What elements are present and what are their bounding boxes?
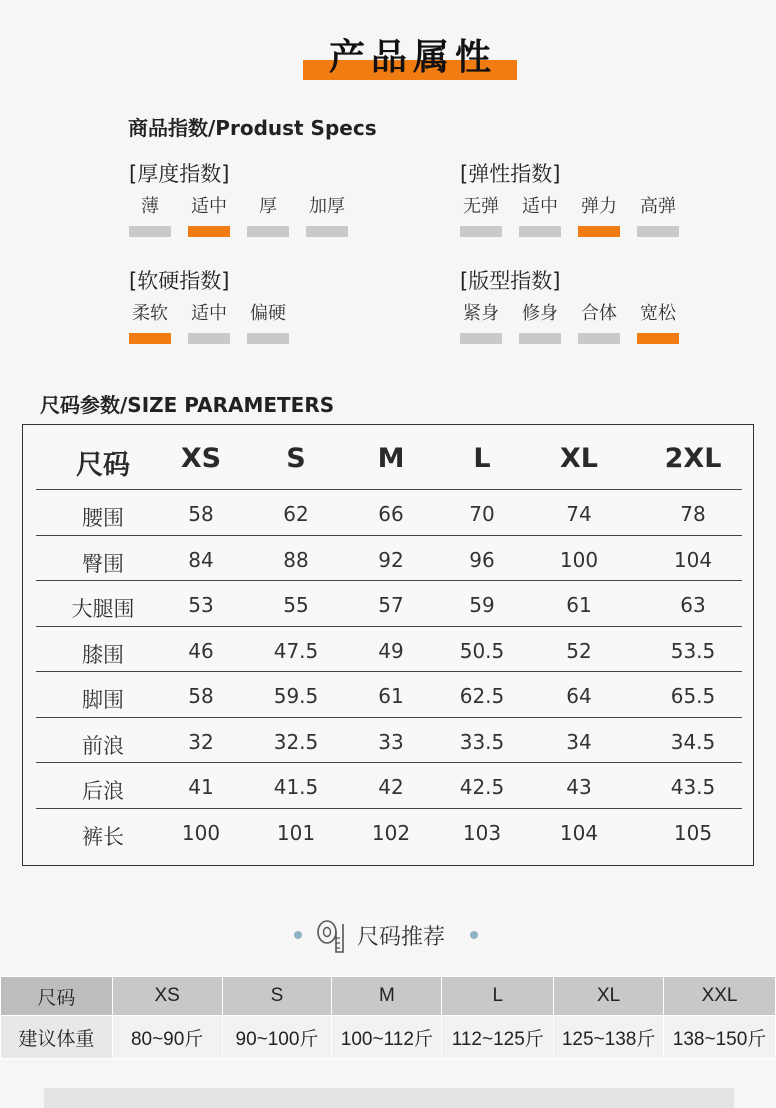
spec-level-bar-selected xyxy=(129,333,171,344)
size-header-cell: S xyxy=(286,443,306,474)
measure-value: 61 xyxy=(566,593,592,617)
table-row xyxy=(36,762,742,808)
weight-value-cell: 80~90斤 xyxy=(112,1016,222,1059)
decor-dot xyxy=(470,931,478,939)
measure-value: 41 xyxy=(188,775,214,799)
weight-recommend-table xyxy=(0,976,776,1059)
spec-level-bar xyxy=(247,333,289,344)
spec-option-label: 宽松 xyxy=(640,303,676,324)
weight-header-cell: L xyxy=(442,977,554,1016)
spec-option-label: 厚 xyxy=(259,196,277,217)
weight-header-cell: XL xyxy=(554,977,664,1016)
spec-option xyxy=(247,192,289,218)
spec-level-bar xyxy=(519,333,561,344)
measure-value: 49 xyxy=(378,638,404,663)
weight-header-cell: XXL xyxy=(664,977,776,1016)
spec-option-label: 合体 xyxy=(581,303,617,324)
measure-value: 92 xyxy=(378,547,404,572)
size-section-label: 尺码参数/SIZE PARAMETERS xyxy=(40,393,335,417)
measure-value: 100 xyxy=(559,547,599,572)
spec-option xyxy=(188,299,230,325)
spec-level-bar xyxy=(637,226,679,237)
weight-header-cell: S xyxy=(222,977,332,1016)
measure-value: 32 xyxy=(188,729,214,754)
weight-value-cell: 100~112斤 xyxy=(332,1016,442,1059)
measure-value: 43.5 xyxy=(670,775,716,799)
measure-value: 41.5 xyxy=(273,775,319,799)
weight-value-cell: 90~100斤 xyxy=(222,1016,332,1059)
measure-value: 105 xyxy=(673,820,713,845)
measure-value: 62 xyxy=(283,502,309,526)
measure-value: 74 xyxy=(566,502,592,526)
measure-value: 66 xyxy=(378,502,404,526)
spec-group-title: [厚度指数] xyxy=(129,162,230,186)
measure-value: 34 xyxy=(566,729,592,754)
spec-level-bar xyxy=(460,333,502,344)
spec-option xyxy=(460,192,502,218)
spec-option xyxy=(129,299,171,325)
spec-level-bar xyxy=(188,333,230,344)
spec-group xyxy=(129,265,389,355)
measure-value: 101 xyxy=(276,820,316,845)
spec-option-label: 适中 xyxy=(522,196,558,217)
spec-group-title: [弹性指数] xyxy=(460,162,561,186)
measure-name: 臀围 xyxy=(82,551,124,576)
measure-value: 42 xyxy=(378,775,404,799)
measure-value: 42.5 xyxy=(459,775,505,799)
measure-value: 63 xyxy=(680,593,706,617)
measure-name: 腰围 xyxy=(82,506,124,530)
spec-option xyxy=(637,192,679,218)
measure-name: 裤长 xyxy=(82,824,124,849)
weight-value-cell: 112~125斤 xyxy=(442,1016,554,1059)
spec-option-label: 修身 xyxy=(522,303,558,324)
measure-name: 大腿围 xyxy=(71,597,135,621)
size-recommend-heading xyxy=(0,912,776,956)
spec-group-title: [版型指数] xyxy=(460,269,561,293)
spec-option-label: 偏硬 xyxy=(250,303,286,324)
size-header-cell: XL xyxy=(559,443,599,474)
spec-option-label: 弹力 xyxy=(581,196,617,217)
measure-value: 59 xyxy=(469,593,495,617)
measure-value: 104 xyxy=(559,820,599,845)
measure-value: 78 xyxy=(680,502,706,526)
measure-value: 64 xyxy=(566,684,592,708)
weight-value-cell: 125~138斤 xyxy=(554,1016,664,1059)
measure-value: 59.5 xyxy=(273,684,319,708)
measure-value: 50.5 xyxy=(459,638,505,663)
weight-table-row xyxy=(1,1016,776,1059)
measure-name: 脚围 xyxy=(82,688,124,712)
weight-value-cell: 138~150斤 xyxy=(664,1016,776,1059)
spec-option xyxy=(306,192,348,218)
size-header-label: 尺码 xyxy=(76,450,130,481)
specs-section-label: 商品指数/Produst Specs xyxy=(128,116,377,140)
measure-value: 96 xyxy=(469,547,495,572)
spec-option-label: 加厚 xyxy=(309,196,345,217)
size-header-cell: L xyxy=(473,443,491,474)
spec-level-bar xyxy=(247,226,289,237)
spec-option-label: 紧身 xyxy=(463,303,499,324)
measure-value: 103 xyxy=(462,820,502,845)
spec-group xyxy=(129,158,389,248)
spec-option xyxy=(188,192,230,218)
weight-header-cell: M xyxy=(332,977,442,1016)
spec-option xyxy=(519,192,561,218)
weight-table-header xyxy=(1,977,776,1016)
spec-option xyxy=(637,299,679,325)
size-header-cell: 2XL xyxy=(664,443,722,474)
spec-option-label: 高弹 xyxy=(640,196,676,217)
measure-value: 33.5 xyxy=(459,729,505,754)
spec-option-label: 薄 xyxy=(141,196,159,217)
size-header-cell: M xyxy=(377,443,405,474)
decor-dot xyxy=(294,931,302,939)
spec-option xyxy=(129,192,171,218)
measure-value: 65.5 xyxy=(670,684,716,708)
spec-level-bar-selected xyxy=(637,333,679,344)
measure-name: 后浪 xyxy=(82,779,124,803)
spec-level-bar xyxy=(129,226,171,237)
spec-option xyxy=(578,192,620,218)
spec-level-bar-selected xyxy=(188,226,230,237)
table-row xyxy=(36,535,742,581)
spec-option xyxy=(460,299,502,325)
measure-value: 34.5 xyxy=(670,729,716,754)
spec-group xyxy=(460,265,720,355)
measure-value: 88 xyxy=(283,547,309,572)
measure-value: 53.5 xyxy=(670,638,716,663)
measure-value: 102 xyxy=(371,820,411,845)
size-table-header xyxy=(23,425,753,491)
measure-value: 84 xyxy=(188,547,214,572)
spec-option-label: 适中 xyxy=(191,303,227,324)
table-row xyxy=(36,489,742,535)
measure-value: 43 xyxy=(566,775,592,799)
size-header-cell: XS xyxy=(180,443,222,474)
tape-measure-icon xyxy=(316,918,346,954)
measure-value: 58 xyxy=(188,684,214,708)
measure-value: 33 xyxy=(378,729,404,754)
table-row xyxy=(36,808,742,854)
spec-group xyxy=(460,158,720,248)
table-row xyxy=(36,626,742,672)
measure-value: 52 xyxy=(566,638,592,663)
measure-value: 104 xyxy=(673,547,713,572)
measure-name: 膝围 xyxy=(82,642,124,667)
measure-value: 61 xyxy=(378,684,404,708)
size-parameter-table xyxy=(22,424,754,866)
measure-value: 70 xyxy=(469,502,495,526)
spec-level-bar xyxy=(460,226,502,237)
measure-value: 46 xyxy=(188,638,214,663)
table-row xyxy=(36,717,742,763)
measure-name: 前浪 xyxy=(82,733,124,758)
measure-value: 32.5 xyxy=(273,729,319,754)
weight-row-label: 建议体重 xyxy=(1,1016,113,1059)
spec-option xyxy=(519,299,561,325)
weight-header-cell: XS xyxy=(112,977,222,1016)
next-section-strip xyxy=(44,1088,734,1108)
spec-option xyxy=(247,299,289,325)
spec-group-title: [软硬指数] xyxy=(129,269,230,293)
spec-level-bar xyxy=(306,226,348,237)
spec-level-bar xyxy=(578,333,620,344)
spec-option-label: 柔软 xyxy=(132,303,168,324)
spec-option xyxy=(578,299,620,325)
measure-value: 62.5 xyxy=(459,684,505,708)
measure-value: 57 xyxy=(378,593,404,617)
table-row xyxy=(36,671,742,717)
measure-value: 55 xyxy=(283,593,309,617)
measure-value: 53 xyxy=(188,593,214,617)
measure-value: 47.5 xyxy=(273,638,319,663)
weight-header-cell: 尺码 xyxy=(1,977,113,1016)
measure-value: 100 xyxy=(181,820,221,845)
spec-option-label: 适中 xyxy=(191,196,227,217)
size-recommend-label: 尺码推荐 xyxy=(357,925,446,950)
spec-level-bar xyxy=(519,226,561,237)
spec-option-label: 无弹 xyxy=(463,196,499,217)
measure-value: 58 xyxy=(188,502,214,526)
page-title: 产品属性 xyxy=(328,37,497,78)
spec-level-bar-selected xyxy=(578,226,620,237)
table-row xyxy=(36,580,742,626)
